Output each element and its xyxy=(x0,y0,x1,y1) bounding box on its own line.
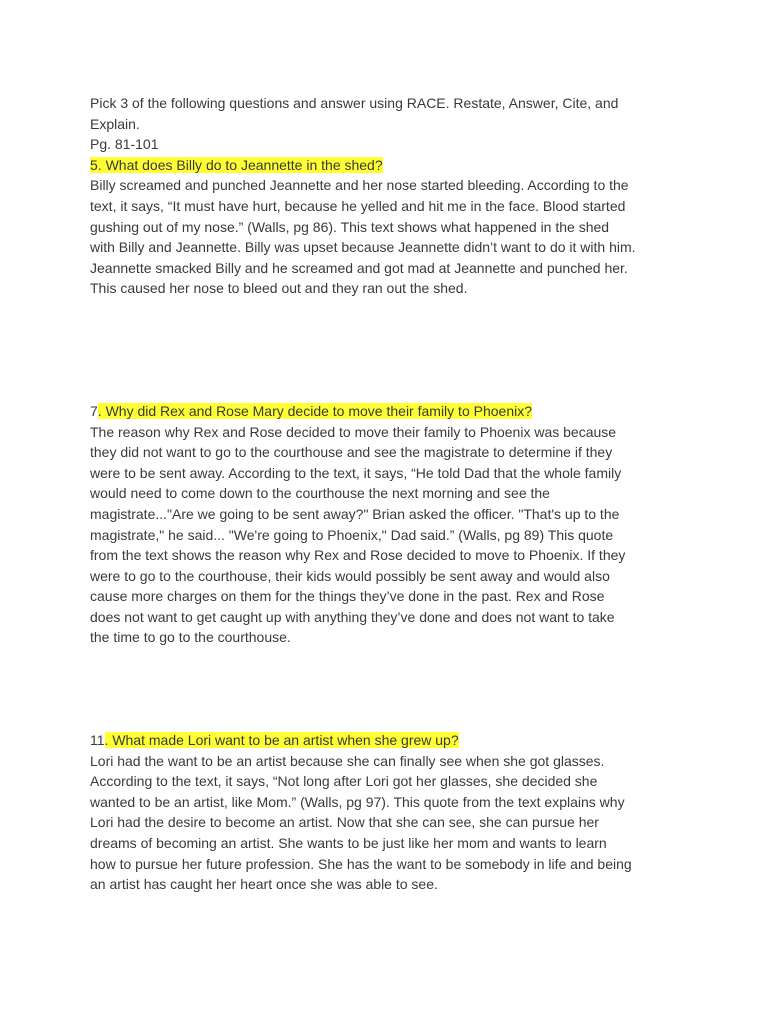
answer-line: dreams of becoming an artist. She wants to be just like her mom and wants to learn xyxy=(90,835,607,852)
question-11-text: . What made Lori want to be an artist when she grew up? xyxy=(104,732,459,749)
answer-line: with Billy and Jeannette. Billy was upset because Jeannette didn’t want to do it with him. xyxy=(90,239,636,256)
question-7-text: . Why did Rex and Rose Mary decide to move their family to Phoenix? xyxy=(97,402,532,419)
answer-line: does not want to get caught up with anything they’ve done and does not want to take xyxy=(90,608,615,625)
document-page xyxy=(90,93,690,895)
answer-line: the time to go to the courthouse. xyxy=(90,629,291,646)
answer-line: Billy screamed and punched Jeannette and her nose started bleeding. According to the xyxy=(90,177,629,194)
instructions-line: Explain. xyxy=(90,115,140,132)
question-5-answer xyxy=(90,175,690,299)
answer-line: magistrate," he said... "We're going to Phoenix," Dad said.” (Walls, pg 89) This quote xyxy=(90,526,614,543)
answer-line: Lori had the want to be an artist because she can finally see when she got glasses. xyxy=(90,752,605,769)
question-5-heading xyxy=(90,155,690,176)
question-5-text: 5. What does Billy do to Jeannette in the shed? xyxy=(90,156,383,173)
question-7-block xyxy=(90,401,690,648)
answer-line: cause more charges on them for the things they’ve done in the past. Rex and Rose xyxy=(90,588,605,605)
instructions xyxy=(90,93,690,155)
answer-line: gushing out of my nose.” (Walls, pg 86). This text shows what happened in the shed xyxy=(90,218,610,235)
question-11-number: 11 xyxy=(90,732,105,749)
question-5-block xyxy=(90,155,690,299)
question-11-block xyxy=(90,730,690,895)
answer-line: This caused her nose to bleed out and they ran out the shed. xyxy=(90,280,468,297)
page-range: Pg. 81-101 xyxy=(90,136,159,153)
answer-line: The reason why Rex and Rose decided to move their family to Phoenix was because xyxy=(90,423,617,440)
answer-line: would need to come down to the courthouse the next morning and see the xyxy=(90,485,550,502)
answer-line: Jeannette smacked Billy and he screamed and got mad at Jeannette and punched her. xyxy=(90,259,628,276)
answer-line: they did not want to go to the courthouse and see the magistrate to determine if they xyxy=(90,444,613,461)
question-11-heading xyxy=(90,730,690,751)
instructions-line: Pick 3 of the following questions and answer using RACE. Restate, Answer, Cite, and xyxy=(90,95,619,111)
answer-line: According to the text, it says, “Not long after Lori got her glasses, she decided she xyxy=(90,773,598,790)
answer-line: were to go to the courthouse, their kids would possibly be sent away and would also xyxy=(90,567,610,584)
answer-line: wanted to be an artist, like Mom.” (Walls, pg 97). This quote from the text explains why xyxy=(90,793,625,810)
answer-line: text, it says, “It must have hurt, because he yelled and hit me in the face. Blood started xyxy=(90,197,626,214)
answer-line: magistrate..."Are we going to be sent away?" Brian asked the officer. "That's up to the xyxy=(90,505,620,522)
spacer xyxy=(90,299,690,401)
question-11-answer xyxy=(90,751,690,895)
question-7-heading xyxy=(90,401,690,422)
answer-line: an artist has caught her heart once she was able to see. xyxy=(90,876,438,893)
answer-line: from the text shows the reason why Rex and Rose decided to move to Phoenix. If they xyxy=(90,547,626,564)
answer-line: Lori had the desire to become an artist. Now that she can see, she can pursue her xyxy=(90,814,599,831)
answer-line: were to be sent away. According to the text, it says, “He told Dad that the whole family xyxy=(90,464,622,481)
spacer xyxy=(90,648,690,730)
question-7-answer xyxy=(90,422,690,649)
question-7-number: 7 xyxy=(90,402,98,419)
answer-line: how to pursue her future profession. She has the want to be somebody in life and being xyxy=(90,855,632,872)
